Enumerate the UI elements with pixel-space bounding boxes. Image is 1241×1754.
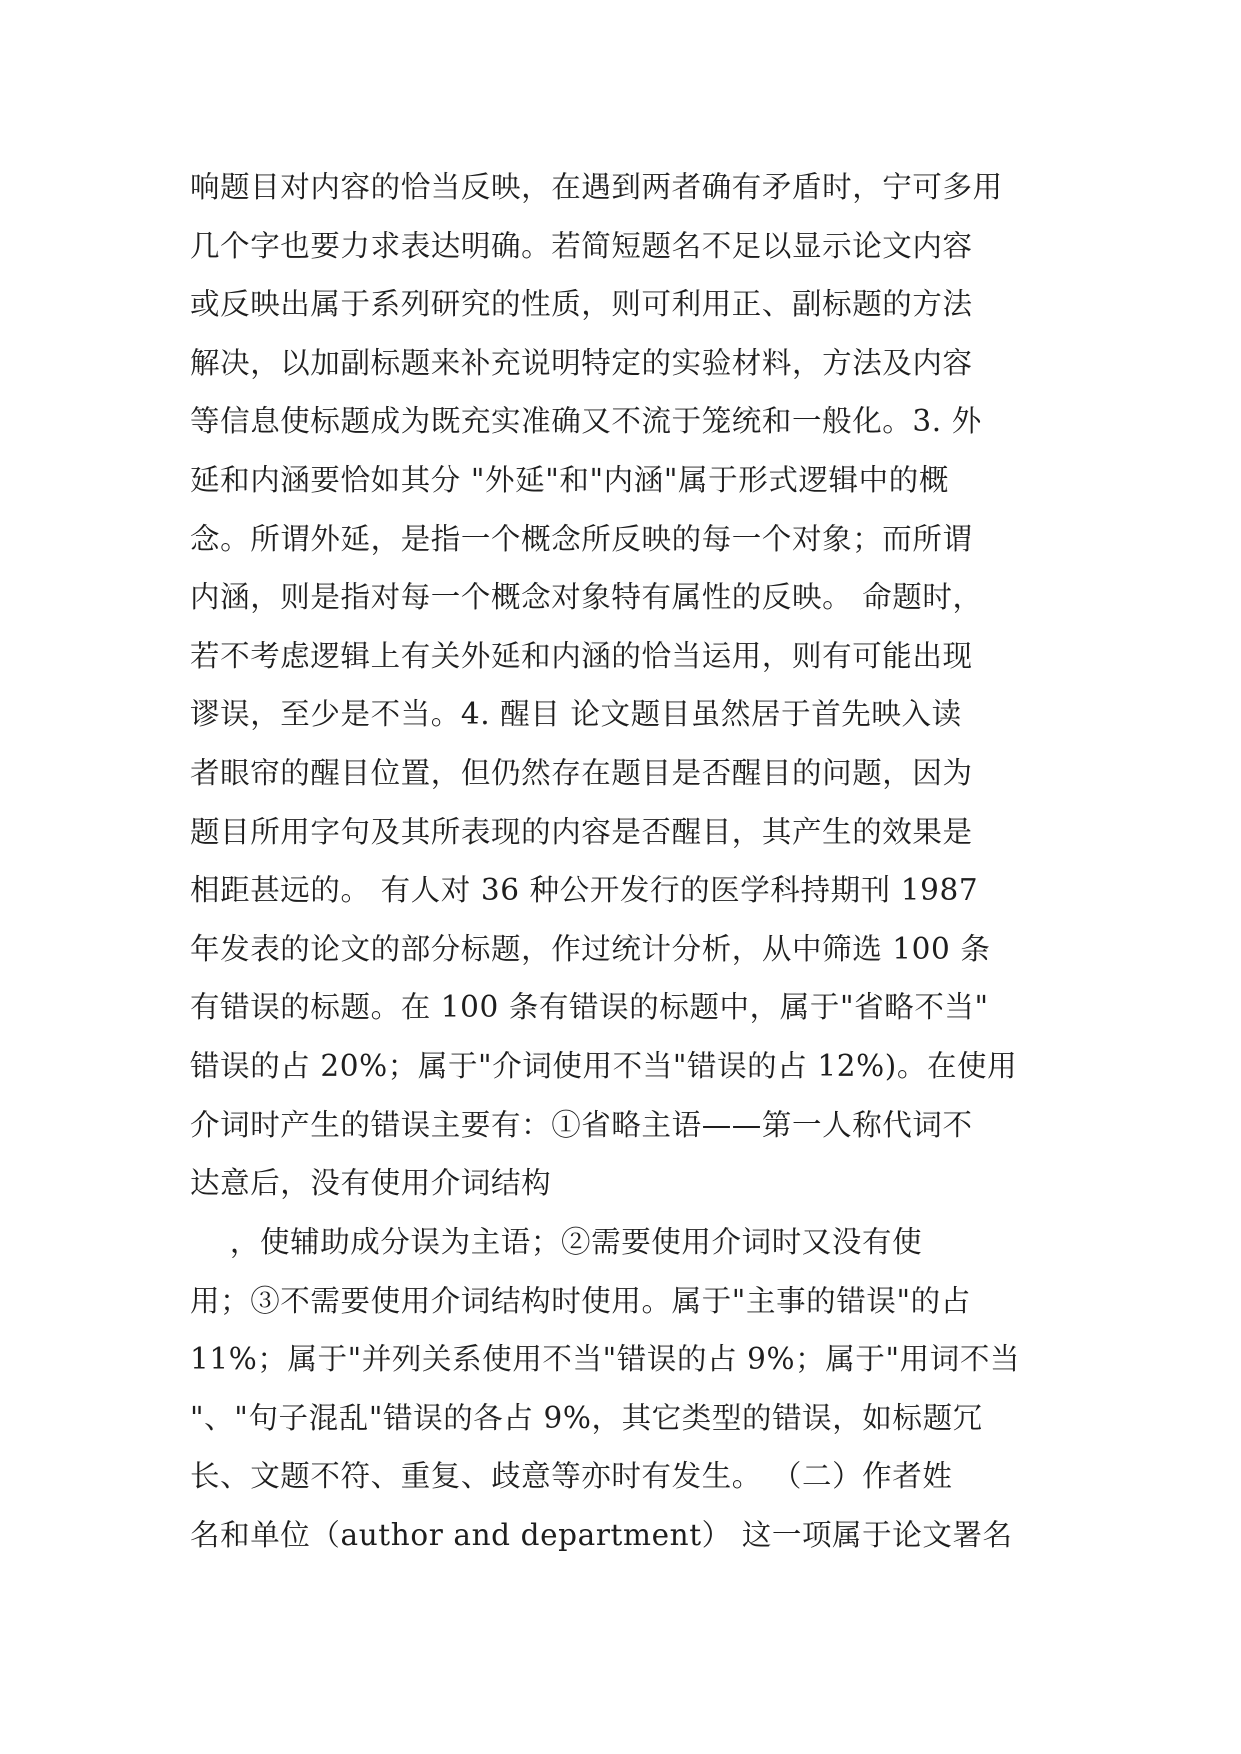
text-line: 名和单位（author and department） 这一项属于论文署名 <box>190 1517 1013 1552</box>
text-line: 题目所用字句及其所表现的内容是否醒目，其产生的效果是 <box>190 814 973 849</box>
text-line: 者眼帘的醒目位置，但仍然存在题目是否醒目的问题，因为 <box>190 755 973 790</box>
text-line: 错误的占 20%；属于"介词使用不当"错误的占 12%)。在使用 <box>190 1048 1018 1083</box>
text-line: 念。所谓外延，是指一个概念所反映的每一个对象；而所谓 <box>190 521 973 556</box>
text-line: 达意后，没有使用介词结构 <box>190 1166 552 1201</box>
text-line: 响题目对内容的恰当反映，在遇到两者确有矛盾时，宁可多用 <box>190 170 1003 204</box>
text-line: 相距甚远的。 有人对 36 种公开发行的医学科持期刊 1987 <box>190 873 979 908</box>
text-line: 有错误的标题。在 100 条有错误的标题中，属于"省略不当" <box>190 990 989 1025</box>
paragraph-2 <box>190 1213 1070 1565</box>
text-line: 内涵，则是指对每一个概念对象特有属性的反映。 命题时， <box>190 580 983 615</box>
text-line: 长、文题不符、重复、歧意等亦时有发生。 （二）作者姓 <box>190 1459 953 1494</box>
text-line: 若不考虑逻辑上有关外延和内涵的恰当运用，则有可能出现 <box>190 638 973 673</box>
text-line: "、"句子混乱"错误的各占 9%，其它类型的错误，如标题冗 <box>190 1400 983 1435</box>
text-line: 或反映出属于系列研究的性质，则可利用正、副标题的方法 <box>190 287 973 322</box>
text-line: 年发表的论文的部分标题，作过统计分析，从中筛选 100 条 <box>190 931 991 966</box>
paragraph-1 <box>190 158 1070 1213</box>
text-line: 介词时产生的错误主要有：①省略主语——第一人称代词不 <box>190 1107 973 1142</box>
text-line: 延和内涵要恰如其分 "外延"和"内涵"属于形式逻辑中的概 <box>190 462 949 497</box>
text-line: 谬误，至少是不当。4. 醒目 论文题目虽然居于首先映入读 <box>190 697 962 732</box>
text-line: 等信息使标题成为既充实准确又不流于笼统和一般化。3. 外 <box>190 404 982 439</box>
text-line: 11%；属于"并列关系使用不当"错误的占 9%；属于"用词不当 <box>190 1342 1021 1377</box>
text-line: 几个字也要力求表达明确。若简短题名不足以显示论文内容 <box>190 228 973 263</box>
text-line: 用；③不需要使用介词结构时使用。属于"主事的错误"的占 <box>190 1283 971 1318</box>
text-line: 解决，以加副标题来补充说明特定的实验材料，方法及内容 <box>190 345 973 380</box>
text-line: ，使辅助成分误为主语；②需要使用介词时又没有使 <box>190 1225 923 1259</box>
